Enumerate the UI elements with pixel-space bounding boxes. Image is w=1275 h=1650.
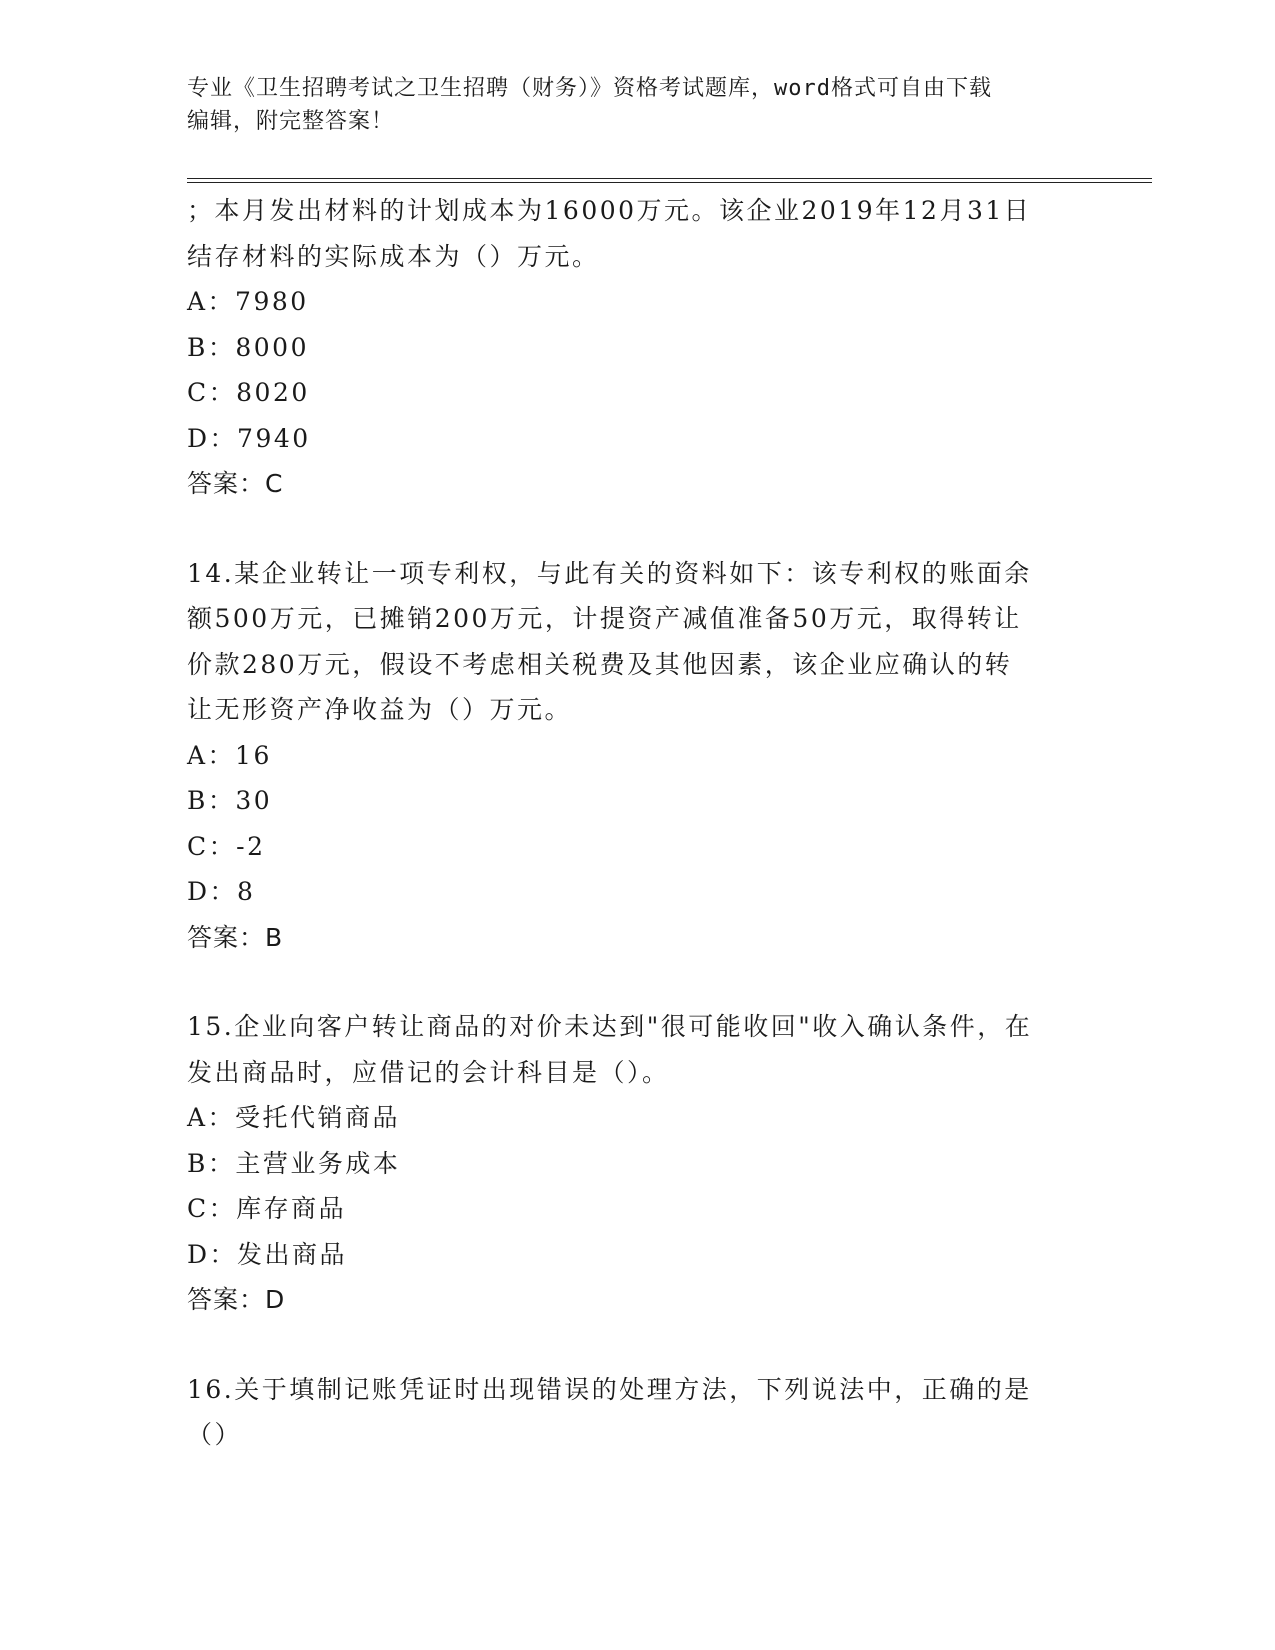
question-text-line: 让无形资产净收益为（）万元。 xyxy=(187,695,573,724)
question-text-line: ；本月发出材料的计划成本为16000万元。该企业2019年12月31日 xyxy=(187,196,1032,225)
option-b: B：30 xyxy=(187,786,273,815)
option-d: D：7940 xyxy=(187,423,311,453)
option-c: C：库存商品 xyxy=(187,1194,347,1223)
option-c: C：8020 xyxy=(187,378,310,407)
header-double-rule xyxy=(187,178,1152,183)
answer-line: 答案：C xyxy=(187,469,284,498)
question-14 xyxy=(187,551,1067,961)
answer-line: 答案：D xyxy=(187,1285,286,1314)
question-text-line: （） xyxy=(187,1420,243,1449)
option-a: A：7980 xyxy=(187,287,309,316)
question-text-line: 价款280万元，假设不考虑相关税费及其他因素，该企业应确认的转 xyxy=(187,649,1013,679)
question-text-line: 14.某企业转让一项专利权，与此有关的资料如下：该专利权的账面余 xyxy=(187,558,1032,588)
option-c: C：-2 xyxy=(187,831,266,861)
header-line-2: 编辑，附完整答案！ xyxy=(187,109,395,134)
option-b: B：主营业务成本 xyxy=(187,1148,401,1178)
document-header xyxy=(187,72,1067,138)
question-text-line: 额500万元，已摊销200万元，计提资产减值准备50万元，取得转让 xyxy=(187,604,1022,633)
answer-line: 答案：B xyxy=(187,922,284,952)
option-a: A：16 xyxy=(187,740,272,770)
header-line-1: 专业《卫生招聘考试之卫生招聘（财务）》资格考试题库，word格式可自由下载 xyxy=(187,76,992,101)
question-text-line: 16.关于填制记账凭证时出现错误的处理方法，下列说法中，正确的是 xyxy=(187,1374,1032,1404)
question-15 xyxy=(187,1004,1067,1323)
question-text-line: 结存材料的实际成本为（）万元。 xyxy=(187,241,600,271)
question-13 xyxy=(187,188,1067,507)
option-a: A：受托代销商品 xyxy=(187,1103,401,1132)
question-list xyxy=(187,188,1067,1502)
option-d: D：8 xyxy=(187,877,256,906)
question-16 xyxy=(187,1367,1067,1458)
question-text-line: 15.企业向客户转让商品的对价未达到"很可能收回"收入确认条件，在 xyxy=(187,1012,1033,1041)
question-text-line: 发出商品时，应借记的会计科目是（）。 xyxy=(187,1057,670,1087)
option-d: D：发出商品 xyxy=(187,1239,348,1269)
option-b: B：8000 xyxy=(187,332,309,362)
